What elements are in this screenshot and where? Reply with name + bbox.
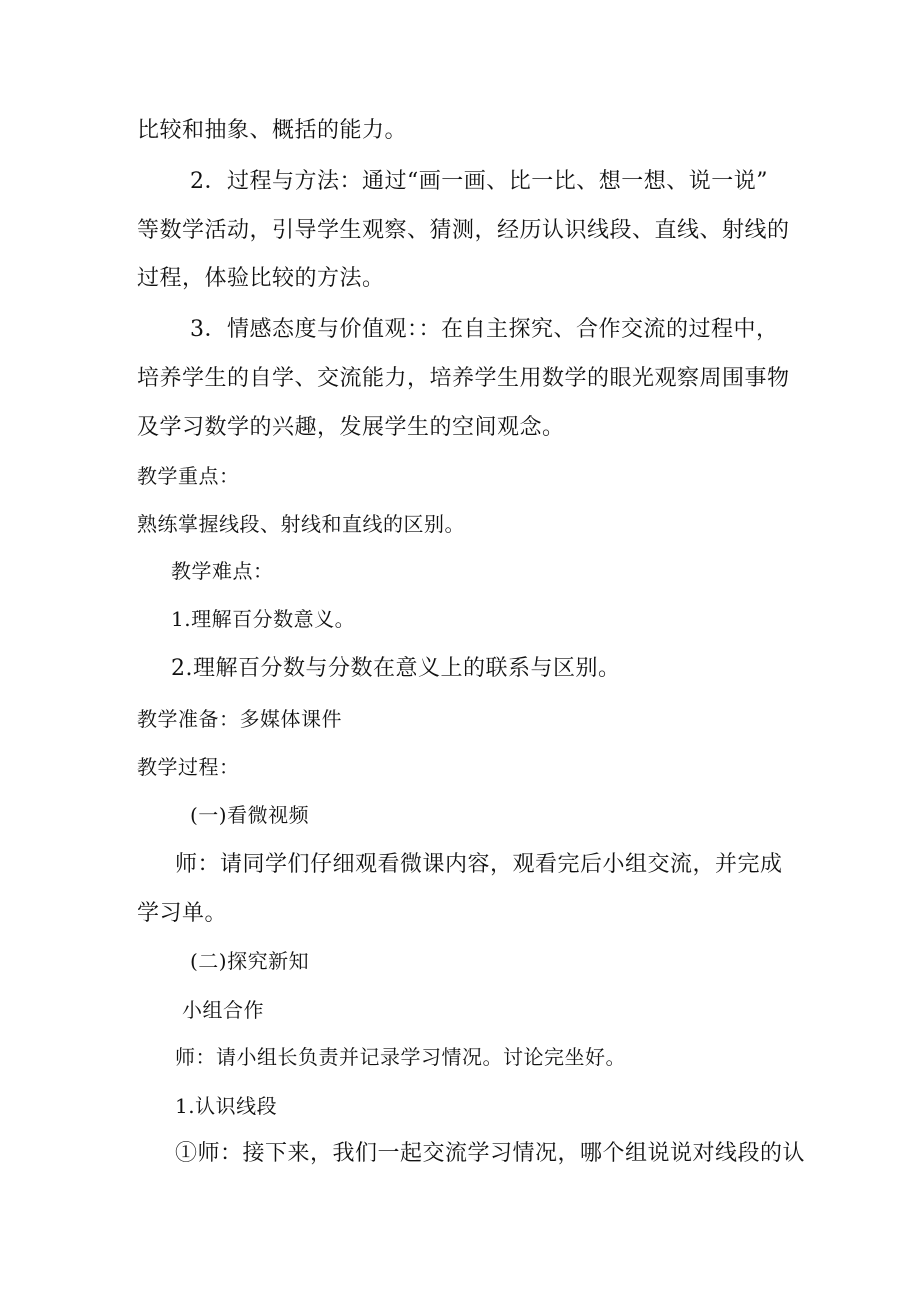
section-watch-video: (一)看微视频 [190,803,310,827]
text-line-math-activities: 等数学活动，引导学生观察、猜测，经历认识线段、直线、射线的 [137,218,790,243]
heading-teaching-process: 教学过程： [137,755,240,779]
text-line-group-leader: 师：请小组长负责并记录学习情况。讨论完坐好。 [175,1045,626,1069]
text-line-spatial-concept: 及学习数学的兴趣，发展学生的空间观念。 [137,415,565,440]
text-line-difficulty-2: 2.理解百分数与分数在意义上的联系与区别。 [171,656,621,681]
text-line-compare-method: 过程，体验比较的方法。 [137,266,385,291]
section-explore-new: (二)探究新知 [190,949,310,973]
subsection-line-segment: 1.认识线段 [175,1094,278,1118]
heading-difficulties: 教学难点： [171,559,274,583]
text-line-abilities: 比较和抽象、概括的能力。 [137,118,408,143]
text-line-difficulty-1: 1.理解百分数意义。 [171,607,356,631]
text-line-key-point: 熟练掌握线段、射线和直线的区别。 [137,512,465,536]
text-line-self-study: 培养学生的自学、交流能力，培养学生用数学的眼光观察周围事物 [137,366,790,391]
text-line-exchange: ①师：接下来，我们一起交流学习情况，哪个组说说对线段的认 [175,1141,806,1166]
text-line-preparation: 教学准备：多媒体课件 [137,707,342,731]
text-line-teacher-instruction: 师：请同学们仔细观看微课内容，观看完后小组交流，并完成 [175,852,783,877]
text-line-group-work: 小组合作 [182,998,264,1022]
text-line-process-method: 2．过程与方法：通过“画一画、比一比、想一想、说一说” [190,169,768,194]
text-line-worksheet: 学习单。 [137,901,228,926]
text-line-emotion-values: 3．情感态度与价值观：：在自主探究、合作交流的过程中， [190,317,779,342]
heading-key-points: 教学重点： [137,464,240,488]
